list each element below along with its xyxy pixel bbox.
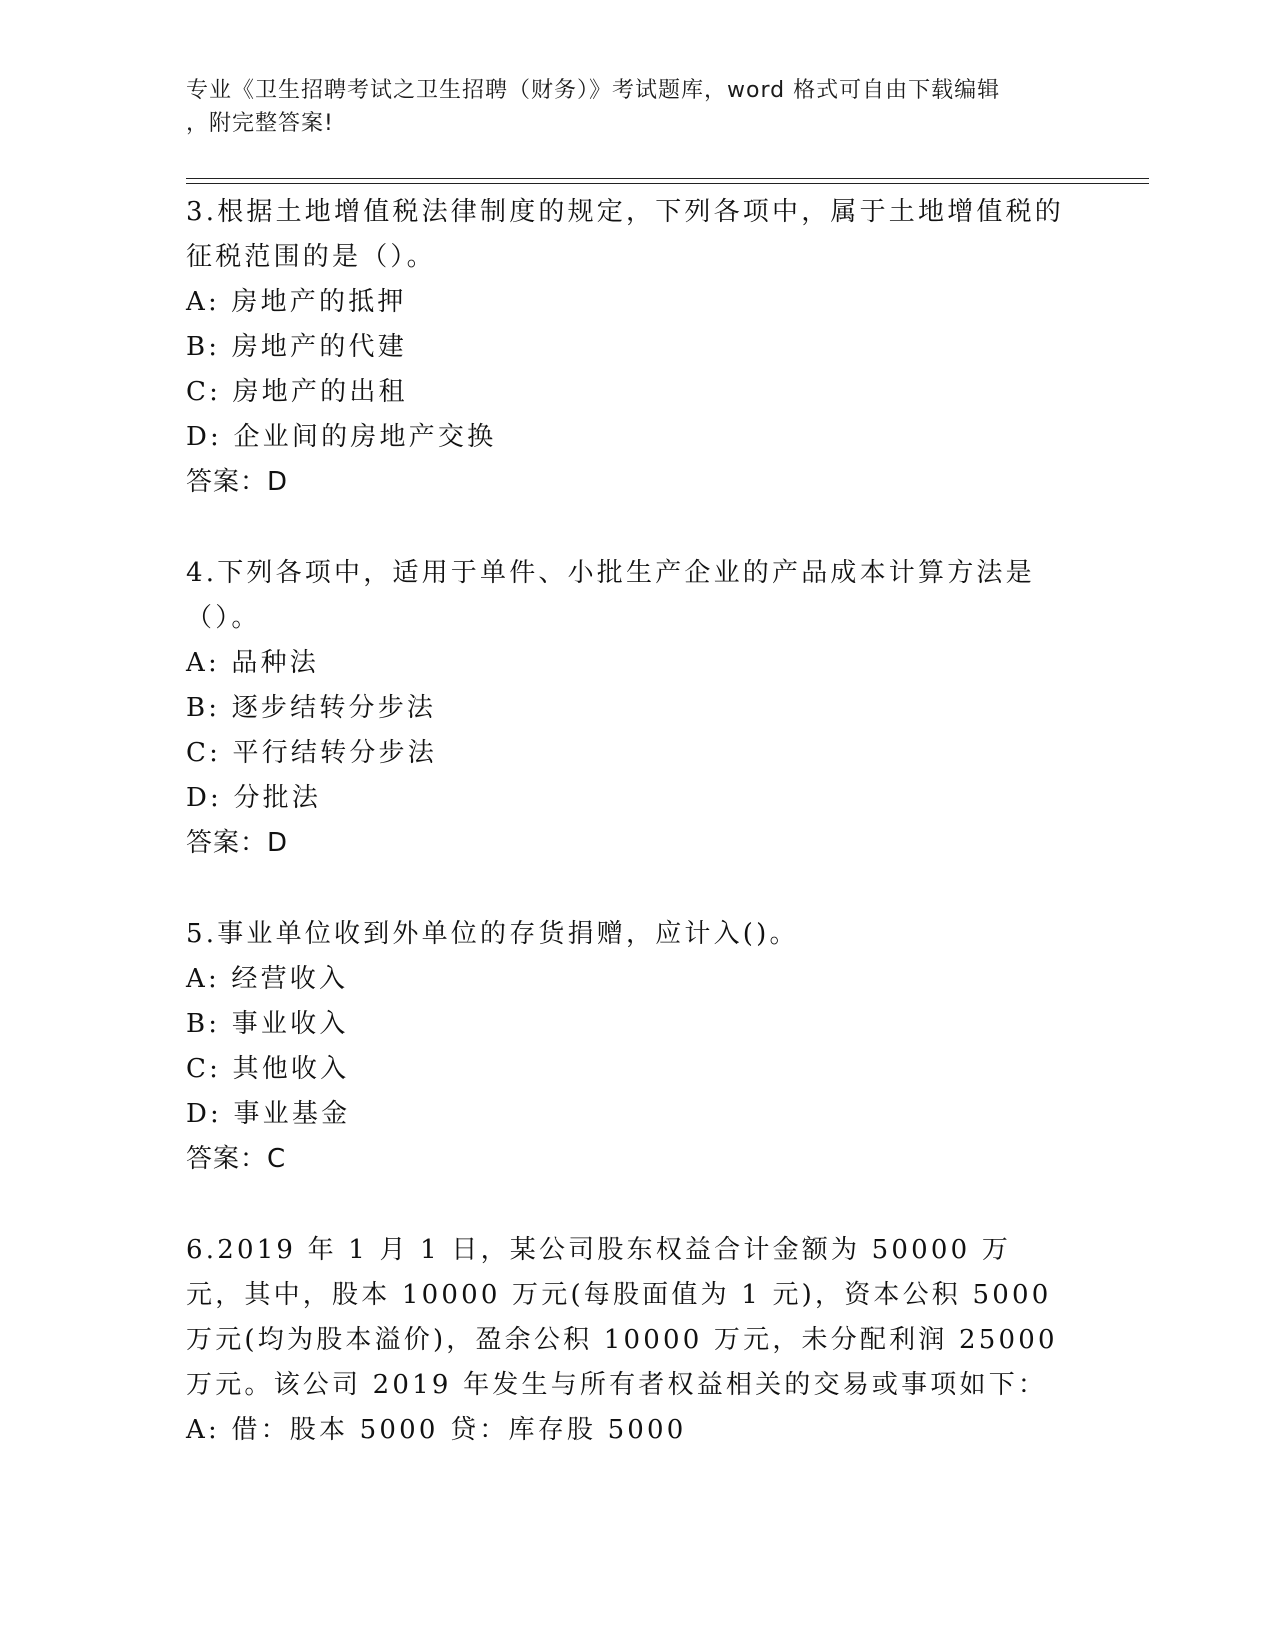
question-5 [186,910,1066,1182]
option-d: D: 分批法 [186,783,322,813]
question-stem: 6.2019 年 1 月 1 日，某公司股东权益合计金额为 50000 万元，其中，股本 10000 万元(每股面值为 1 元)，资本公积 5000 万元(均为股本溢价)，盈余公积 10000 万元，未分配利润 25000 万元。该公司 2019 年发生与所有者权益相关的交易或事项如下： [186,1235,1058,1400]
option-a: A: 房地产的抵押 [186,287,407,317]
option-b: B: 房地产的代建 [186,332,407,362]
question-stem: 4.下列各项中，适用于单件、小批生产企业的产品成本计算方法是（）。 [186,558,1035,633]
answer: 答案：D [186,467,289,497]
question-4 [186,549,1066,866]
option-a: A: 品种法 [186,648,320,678]
option-b: B: 逐步结转分步法 [186,693,437,723]
option-c: C: 其他收入 [186,1054,350,1084]
header-line-1: 专业《卫生招聘考试之卫生招聘（财务）》考试题库，word 格式可自由下载编辑 [186,78,1001,103]
option-a: A: 借：股本 5000 贷：库存股 5000 [186,1415,687,1445]
header-line-2: ，附完整答案! [186,111,334,136]
question-list [186,188,1066,1497]
document-header [186,74,1066,140]
question-3 [186,188,1066,505]
question-stem: 3.根据土地增值税法律制度的规定，下列各项中，属于土地增值税的征税范围的是（）。 [186,197,1065,272]
option-d: D: 事业基金 [186,1099,351,1129]
option-b: B: 事业收入 [186,1009,349,1039]
option-d: D: 企业间的房地产交换 [186,422,497,452]
header-divider-bottom [186,183,1149,184]
header-divider-top [186,178,1149,179]
option-c: C: 平行结转分步法 [186,738,437,768]
option-c: C: 房地产的出租 [186,377,408,407]
question-6 [186,1226,1066,1453]
question-stem: 5.事业单位收到外单位的存货捐赠，应计入()。 [186,919,799,949]
option-a: A: 经营收入 [186,964,349,994]
answer: 答案：D [186,828,289,858]
answer: 答案：C [186,1144,287,1174]
